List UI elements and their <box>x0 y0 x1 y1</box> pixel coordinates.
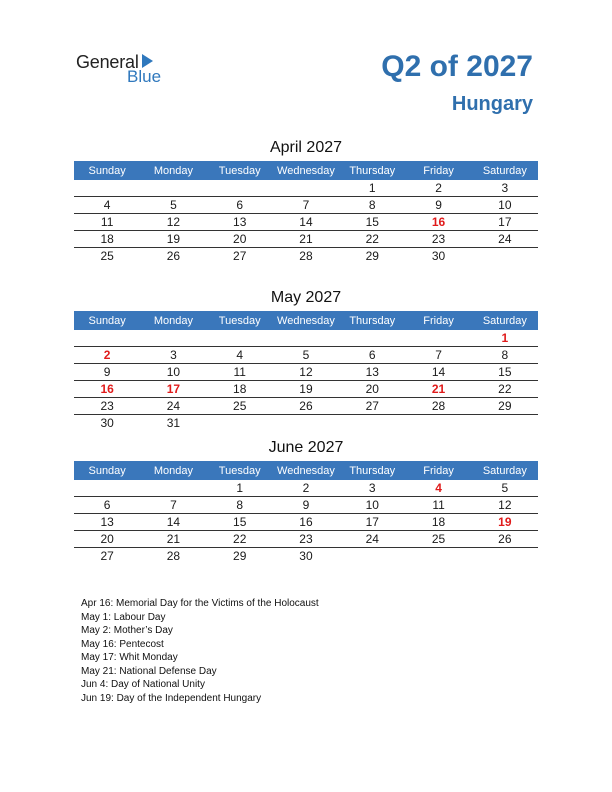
day-cell: 11 <box>74 214 140 231</box>
logo <box>76 52 162 86</box>
day-cell <box>140 330 206 347</box>
day-cell: 2 <box>273 480 339 497</box>
day-cell: 20 <box>207 231 273 248</box>
holiday-note: Jun 19: Day of the Independent Hungary <box>81 692 262 704</box>
day-cell: 1 <box>207 480 273 497</box>
day-cell: 11 <box>207 364 273 381</box>
holiday-note: May 1: Labour Day <box>81 611 166 623</box>
weekday-header: Wednesday <box>273 161 339 180</box>
weekday-header: Tuesday <box>207 161 273 180</box>
week-row <box>74 347 538 364</box>
day-cell: 16 <box>405 214 471 231</box>
day-cell: 14 <box>273 214 339 231</box>
holiday-note: May 17: Whit Monday <box>81 652 178 663</box>
week-row <box>74 197 538 214</box>
day-cell: 19 <box>472 514 538 531</box>
day-cell: 5 <box>140 197 206 214</box>
day-cell: 2 <box>405 180 471 197</box>
day-cell: 3 <box>339 480 405 497</box>
day-cell: 28 <box>166 549 181 563</box>
week-row <box>74 514 538 531</box>
day-cell <box>339 330 405 347</box>
day-cell <box>207 330 273 347</box>
day-cell: 25 <box>207 398 273 415</box>
day-cell: 25 <box>405 531 471 548</box>
day-cell: 8 <box>339 197 405 214</box>
day-cell: 5 <box>273 347 339 364</box>
day-cell: 8 <box>472 347 538 364</box>
day-cell: 6 <box>74 497 140 514</box>
day-cell: 22 <box>339 231 405 248</box>
day-cell <box>472 248 538 265</box>
day-cell <box>74 330 140 347</box>
day-cell: 13 <box>207 214 273 231</box>
page-title: Q2 of 2027 <box>381 50 533 83</box>
weekday-header: Tuesday <box>207 461 273 480</box>
calendar-grid <box>74 161 538 264</box>
month-april <box>74 139 538 264</box>
day-cell: 9 <box>74 364 140 381</box>
day-cell <box>339 548 405 565</box>
day-cell: 10 <box>339 497 405 514</box>
day-cell: 12 <box>140 214 206 231</box>
day-cell: 14 <box>140 514 206 531</box>
day-cell: 25 <box>100 249 114 263</box>
holiday-note: Apr 16: Memorial Day for the Victims of the Holocaust <box>81 598 319 609</box>
day-cell: 15 <box>339 214 405 231</box>
day-cell: 9 <box>405 197 471 214</box>
day-cell: 20 <box>339 381 405 398</box>
day-cell: 11 <box>405 497 471 514</box>
day-cell <box>405 415 471 432</box>
holiday-note: May 2: Mother’s Day <box>81 625 173 636</box>
day-cell: 19 <box>140 231 206 248</box>
month-june <box>74 439 538 564</box>
day-cell: 22 <box>207 531 273 548</box>
month-may <box>74 289 538 431</box>
day-cell: 13 <box>74 514 140 531</box>
day-cell: 29 <box>472 398 538 415</box>
holiday-note: Jun 4: Day of National Unity <box>81 679 205 690</box>
day-cell: 26 <box>472 531 538 548</box>
weekday-header: Wednesday <box>273 311 339 330</box>
day-cell: 12 <box>472 497 538 514</box>
day-cell: 30 <box>431 249 446 263</box>
weekday-header: Sunday <box>74 311 140 330</box>
day-cell: 17 <box>140 381 206 398</box>
month-title: June 2027 <box>268 439 344 456</box>
day-cell: 27 <box>100 549 114 563</box>
week-row <box>74 364 538 381</box>
week-row <box>74 531 538 548</box>
day-cell: 20 <box>74 531 140 548</box>
day-cell: 5 <box>472 480 538 497</box>
logo-triangle-icon <box>142 54 153 68</box>
day-cell <box>74 480 140 497</box>
week-row <box>74 381 538 398</box>
day-cell: 13 <box>339 364 405 381</box>
day-cell: 4 <box>405 480 471 497</box>
day-cell: 28 <box>405 398 471 415</box>
day-cell: 24 <box>339 531 405 548</box>
holiday-notes <box>81 597 319 705</box>
day-cell <box>273 415 339 432</box>
month-title: May 2027 <box>270 289 342 306</box>
day-cell: 21 <box>405 381 471 398</box>
day-cell <box>472 415 538 432</box>
day-cell: 14 <box>405 364 471 381</box>
day-cell: 6 <box>339 347 405 364</box>
day-cell: 19 <box>273 381 339 398</box>
weekday-header: Thursday <box>339 311 405 330</box>
day-cell: 27 <box>339 398 405 415</box>
day-cell: 1 <box>339 180 405 197</box>
week-row <box>74 231 538 248</box>
week-row <box>74 330 538 347</box>
day-cell <box>405 330 471 347</box>
day-cell <box>207 180 273 197</box>
weekday-header: Saturday <box>472 161 538 180</box>
day-cell: 4 <box>207 347 273 364</box>
day-cell <box>339 415 405 432</box>
day-cell: 2 <box>74 347 140 364</box>
day-cell <box>140 180 206 197</box>
day-cell: 24 <box>472 231 538 248</box>
holiday-note: May 16: Pentecost <box>81 638 164 650</box>
weekday-header: Monday <box>140 311 206 330</box>
day-cell: 15 <box>472 364 538 381</box>
week-row <box>74 480 538 497</box>
day-cell: 21 <box>140 531 206 548</box>
day-cell: 18 <box>405 514 471 531</box>
day-cell: 27 <box>233 249 247 263</box>
day-cell: 24 <box>140 398 206 415</box>
week-row <box>74 548 538 565</box>
day-cell <box>140 480 206 497</box>
logo-general-text: General <box>76 52 139 72</box>
day-cell: 21 <box>273 231 339 248</box>
day-cell: 30 <box>100 416 114 430</box>
day-cell: 18 <box>207 381 273 398</box>
day-cell: 31 <box>166 416 181 430</box>
day-cell: 23 <box>74 398 140 415</box>
weekday-header: Friday <box>405 161 471 180</box>
day-cell: 23 <box>405 231 471 248</box>
weekday-header: Wednesday <box>273 461 339 480</box>
day-cell: 16 <box>74 381 140 398</box>
day-cell: 28 <box>299 249 313 263</box>
country-name: Hungary <box>451 93 533 115</box>
weekday-header: Friday <box>405 311 471 330</box>
weekday-header: Sunday <box>74 161 140 180</box>
day-cell: 9 <box>273 497 339 514</box>
day-cell: 17 <box>339 514 405 531</box>
week-row <box>74 398 538 415</box>
day-cell: 26 <box>273 398 339 415</box>
weekday-header: Sunday <box>74 461 140 480</box>
day-cell: 8 <box>207 497 273 514</box>
day-cell: 18 <box>74 231 140 248</box>
day-cell: 7 <box>140 497 206 514</box>
day-cell <box>273 180 339 197</box>
day-cell: 7 <box>405 347 471 364</box>
day-cell: 30 <box>299 549 313 563</box>
day-cell <box>405 548 471 565</box>
calendar-grid <box>74 461 538 564</box>
week-row <box>74 415 538 432</box>
weekday-header: Friday <box>405 461 471 480</box>
day-cell: 23 <box>273 531 339 548</box>
day-cell: 10 <box>472 197 538 214</box>
month-title: April 2027 <box>269 139 343 156</box>
weekday-header: Saturday <box>472 461 538 480</box>
day-cell: 10 <box>140 364 206 381</box>
day-cell: 29 <box>365 249 379 263</box>
logo-blue-text: Blue <box>127 67 162 86</box>
week-row <box>74 180 538 197</box>
day-cell: 26 <box>166 249 181 263</box>
holiday-note: May 21: National Defense Day <box>81 665 217 677</box>
day-cell: 7 <box>273 197 339 214</box>
day-cell: 1 <box>472 330 538 347</box>
day-cell: 3 <box>140 347 206 364</box>
weekday-header: Thursday <box>339 161 405 180</box>
day-cell <box>273 330 339 347</box>
day-cell: 6 <box>207 197 273 214</box>
day-cell <box>207 415 273 432</box>
day-cell: 16 <box>273 514 339 531</box>
weekday-header: Monday <box>140 461 206 480</box>
day-cell: 17 <box>472 214 538 231</box>
week-row <box>74 497 538 514</box>
day-cell: 15 <box>207 514 273 531</box>
day-cell: 29 <box>233 549 247 563</box>
week-row <box>74 248 538 265</box>
weekday-header: Monday <box>140 161 206 180</box>
weekday-header: Saturday <box>472 311 538 330</box>
calendar-grid <box>74 311 538 431</box>
day-cell: 12 <box>273 364 339 381</box>
weekday-header: Tuesday <box>207 311 273 330</box>
weekday-header: Thursday <box>339 461 405 480</box>
day-cell <box>472 548 538 565</box>
day-cell: 22 <box>472 381 538 398</box>
day-cell: 4 <box>74 197 140 214</box>
day-cell: 3 <box>472 180 538 197</box>
week-row <box>74 214 538 231</box>
day-cell <box>74 180 140 197</box>
